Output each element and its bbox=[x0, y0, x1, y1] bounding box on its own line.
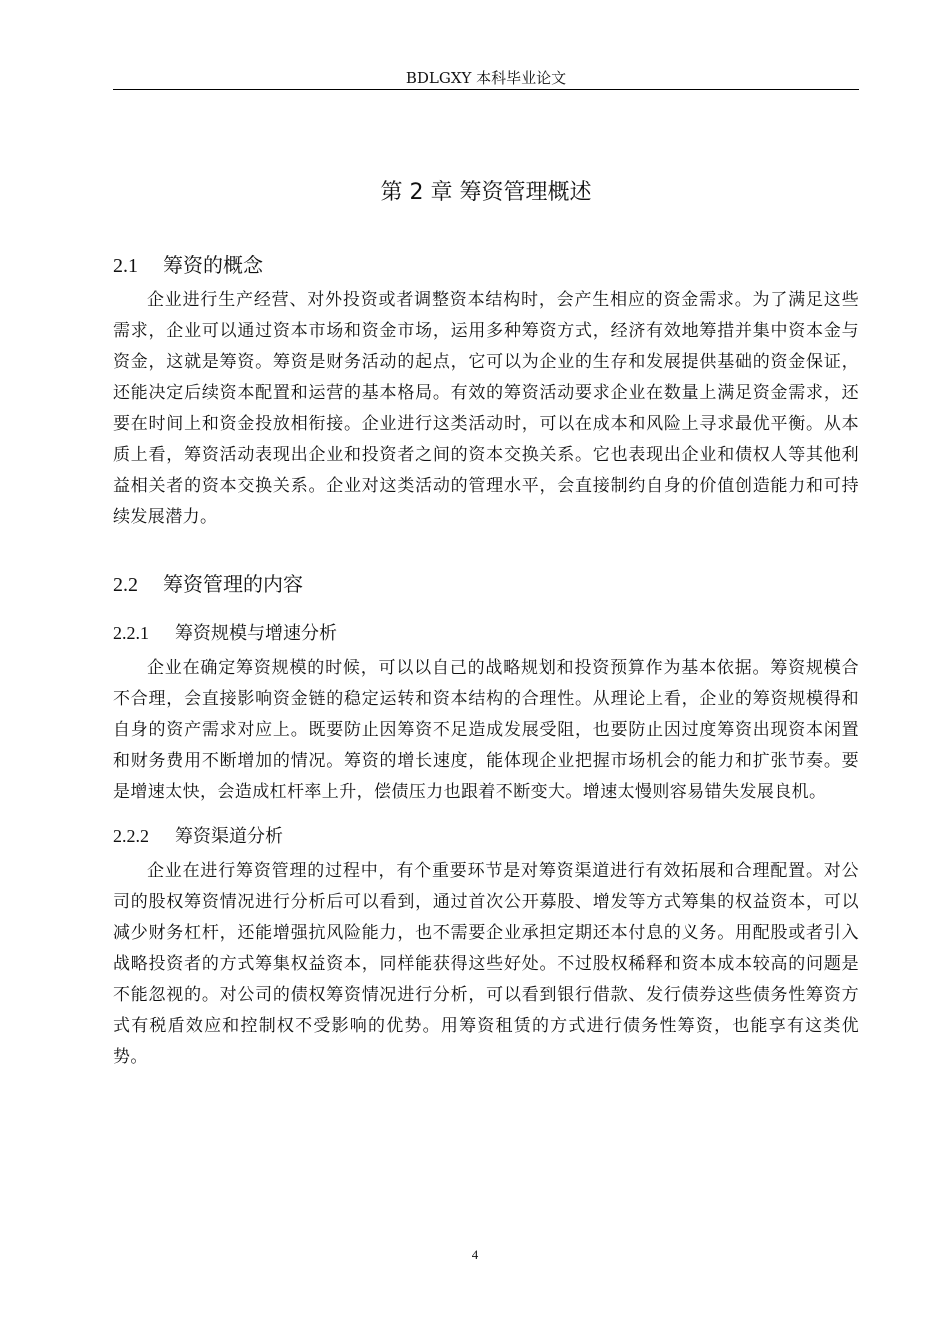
section-title: 筹资管理的内容 bbox=[163, 572, 303, 596]
subsection-number: 2.2.2 bbox=[113, 826, 149, 846]
running-header: BDLGXY 本科毕业论文 bbox=[405, 69, 567, 87]
section-heading-2-1 bbox=[113, 250, 859, 281]
page-number: 4 bbox=[471, 1247, 479, 1262]
subsection-heading-2-2-1 bbox=[113, 619, 859, 648]
spacer bbox=[113, 604, 859, 619]
subsection-title: 筹资渠道分析 bbox=[175, 826, 283, 847]
section-title: 筹资的概念 bbox=[163, 253, 263, 277]
section-2-1-paragraph: 企业进行生产经营、对外投资或者调整资本结构时，会产生相应的资金需求。为了满足这些需求，企业可以通过资本市场和资金市场，运用多种筹资方式，经济有效地筹措并集中资本金与资金，这就是筹资。筹资是财务活动的起点，它可以为企业的生存和发展提供基础的资金保证，还能决定后续资本配置和运营的基本格局。有效的筹资活动要求企业在数量上满足资金需求，还要在时间上和资金投放相衔接。企业进行这类活动时，可以在成本和风险上寻求最优平衡。从本质上看，筹资活动表现出企业和投资者之间的资本交换关系。它也表现出企业和债权人等其他利益相关者的资本交换关系。企业对这类活动的管理水平，会直接制约自身的价值创造能力和可持续发展潜力。 bbox=[113, 290, 859, 527]
header-rule bbox=[113, 89, 859, 90]
subsection-heading-2-2-2 bbox=[113, 822, 859, 851]
section-number: 2.2 bbox=[113, 574, 138, 596]
spacer bbox=[113, 808, 859, 822]
section-number: 2.1 bbox=[113, 255, 138, 277]
spacer bbox=[113, 533, 859, 569]
chapter-title: 第 2 章 筹资管理概述 bbox=[380, 180, 592, 205]
subsection-title: 筹资规模与增速分析 bbox=[175, 623, 337, 644]
page-body bbox=[113, 175, 859, 1073]
subsection-2-2-2-paragraph: 企业在进行筹资管理的过程中，有个重要环节是对筹资渠道进行有效拓展和合理配置。对公司的股权筹资情况进行分析后可以看到，通过首次公开募股、增发等方式筹集的权益资本，可以减少财务杠杆，还能增强抗风险能力，也不需要企业承担定期还本付息的义务。用配股或者引入战略投资者的方式筹集权益资本，同样能获得这些好处。不过股权稀释和资本成本较高的问题是不能忽视的。对公司的债权筹资情况进行分析，可以看到银行借款、发行债券这些债务性筹资方式有税盾效应和控制权不受影响的优势。用筹资租赁的方式进行债务性筹资，也能享有这类优势。 bbox=[113, 861, 859, 1067]
subsection-number: 2.2.1 bbox=[113, 623, 149, 643]
subsection-2-2-1-paragraph: 企业在确定筹资规模的时候，可以以自己的战略规划和投资预算作为基本依据。筹资规模合不合理，会直接影响资金链的稳定运转和资本结构的合理性。从理论上看，企业的筹资规模得和自身的资产需求对应上。既要防止因筹资不足造成发展受阻，也要防止因过度筹资出现资本闲置和财务费用不断增加的情况。筹资的增长速度，能体现企业把握市场机会的能力和扩张节奏。要是增速太快，会造成杠杆率上升，偿债压力也跟着不断变大。增速太慢则容易错失发展良机。 bbox=[113, 658, 859, 802]
section-heading-2-2 bbox=[113, 569, 859, 600]
